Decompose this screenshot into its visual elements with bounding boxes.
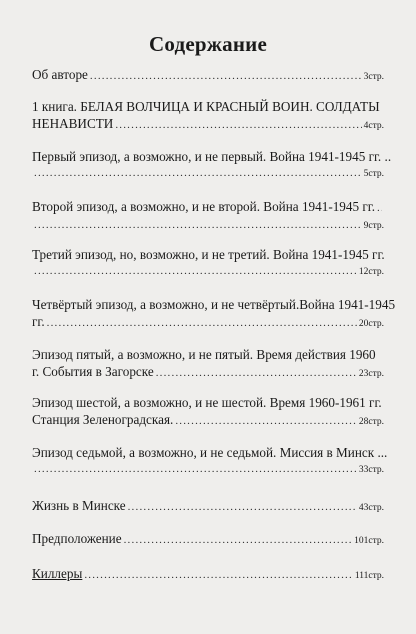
toc-page-number: 3стр. xyxy=(363,72,384,82)
toc-entry-title: Первый эпизод, а возможно, и не первый. Война 1941-1945 гг. .. xyxy=(32,149,392,164)
toc-page-number: 9стр. xyxy=(363,221,384,231)
dot-leader xyxy=(90,68,362,85)
toc-page-number: 12стр. xyxy=(358,267,384,277)
toc-page-number: 4стр. xyxy=(363,121,384,131)
toc-page-number: 43стр. xyxy=(358,503,384,513)
toc-entry-title-cont: НЕНАВИСТИ xyxy=(32,116,114,131)
toc-entry-title: Предположение xyxy=(32,531,122,546)
dot-leader xyxy=(84,567,353,584)
toc-entry-line xyxy=(32,313,384,333)
toc-entry-line xyxy=(32,217,384,235)
toc-page-number: 5стр. xyxy=(363,169,384,179)
toc-page-number: 101стр. xyxy=(354,536,384,546)
toc-entry-title: 1 книга. БЕЛАЯ ВОЛЧИЦА И КРАСНЫЙ ВОИН. СОЛДАТЫ xyxy=(32,99,380,114)
toc-entry[interactable] xyxy=(32,98,384,135)
toc-entry[interactable] xyxy=(32,148,392,183)
dot-leader xyxy=(115,117,361,134)
page-title: Содержание xyxy=(149,32,267,56)
toc-page-number: 28стр. xyxy=(358,417,384,427)
toc-page-number: 20стр. xyxy=(358,319,384,329)
toc-entry[interactable] xyxy=(32,394,384,431)
dot-leader xyxy=(124,532,353,549)
toc-entry-line xyxy=(32,411,384,431)
toc-entry[interactable] xyxy=(32,346,384,383)
dot-leader xyxy=(34,165,362,182)
toc-entry-line xyxy=(32,263,384,281)
toc-entry-title: Эпизод пятый, а возможно, и не пятый. Время действия 1960 xyxy=(32,347,376,362)
toc-entry-title: Киллеры xyxy=(32,566,83,581)
toc-entry-title-cont: гг. xyxy=(32,314,45,329)
dot-leader xyxy=(377,200,382,217)
toc-entry-line xyxy=(32,66,384,86)
dot-leader xyxy=(34,217,362,234)
dot-leader xyxy=(128,499,357,516)
toc-entry-title-cont: г. События в Загорске xyxy=(32,364,154,379)
toc-entry[interactable] xyxy=(32,530,384,550)
dot-leader xyxy=(34,263,357,280)
toc-entry-title: Эпизод шестой, а возможно, и не шестой. Время 1960-1961 гг. xyxy=(32,395,382,410)
toc-entry-line xyxy=(32,363,384,383)
toc-entry-line xyxy=(32,198,384,217)
toc-entry-title-cont: Станция Зеленоградская. xyxy=(32,412,174,427)
toc-entry-line xyxy=(32,497,384,517)
toc-entry[interactable] xyxy=(32,198,384,235)
toc-page-number: 111стр. xyxy=(354,571,384,581)
dot-leader xyxy=(47,315,357,332)
toc-entry[interactable] xyxy=(32,444,388,479)
toc-entry-line xyxy=(32,461,384,479)
toc-page-number: 23стр. xyxy=(358,369,384,379)
dot-leader xyxy=(34,461,357,478)
toc-entry[interactable] xyxy=(32,246,384,281)
toc-entry-title: Третий эпизод, но, возможно, и не третий. Война 1941-1945 гг. xyxy=(32,247,385,262)
toc-entry-line xyxy=(32,115,384,135)
dot-leader xyxy=(175,413,357,430)
toc-entry[interactable] xyxy=(32,565,384,585)
toc-entry-title: Четвёртый эпизод, а возможно, и не четвёртый.Война 1941-1945 xyxy=(32,297,396,312)
toc-entry-title: Эпизод седьмой, а возможно, и не седьмой. Миссия в Минск ... xyxy=(32,445,388,460)
toc-entry-title: Жизнь в Минске xyxy=(32,498,126,513)
toc-entry[interactable] xyxy=(32,497,384,517)
toc-entry-line xyxy=(32,165,384,183)
dot-leader xyxy=(156,365,357,382)
toc-entry[interactable] xyxy=(32,296,396,333)
toc-entry[interactable] xyxy=(32,66,384,86)
toc-entry-title: Второй эпизод, а возможно, и не второй. Война 1941-1945 гг. xyxy=(32,199,376,214)
toc-page-number: 33стр. xyxy=(358,465,384,475)
toc-entry-title: Об авторе xyxy=(32,67,88,82)
toc-entry-line xyxy=(32,530,384,550)
toc-entry-line xyxy=(32,565,384,585)
